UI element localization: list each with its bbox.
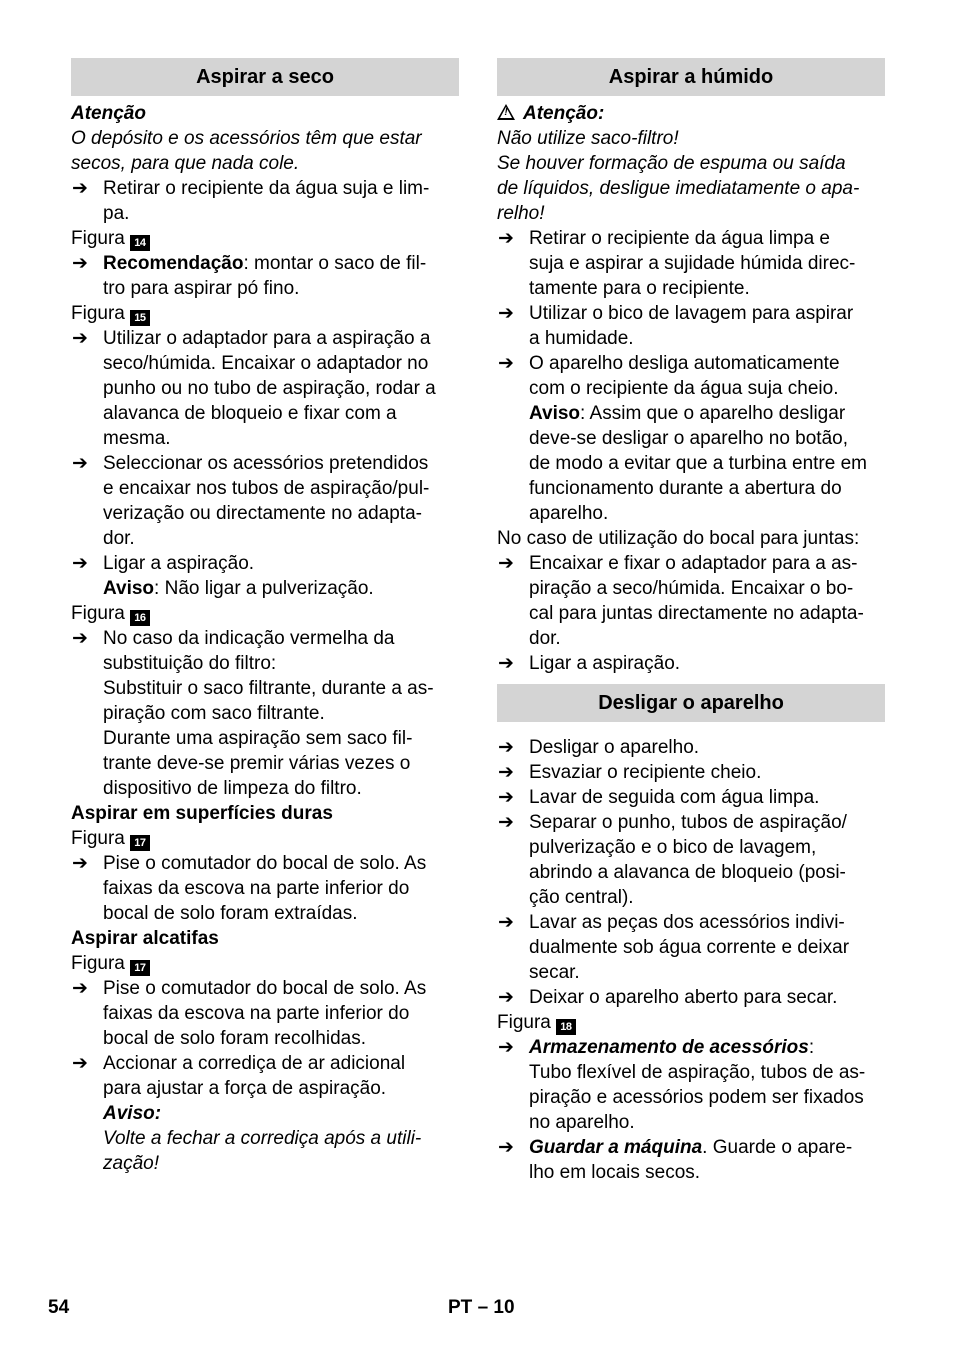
arrow-right-icon: ➔ bbox=[72, 978, 88, 999]
step-item: ➔ Utilizar o bico de lavagem para aspirar bbox=[498, 303, 854, 324]
step-item-cont: pulverização e o bico de lavagem, bbox=[529, 837, 817, 858]
arrow-right-icon: ➔ bbox=[498, 762, 514, 783]
step-item-cont: substituição do filtro: bbox=[103, 653, 277, 674]
step-item-cont: para ajustar a força de aspiração. bbox=[103, 1078, 387, 1099]
figure-ref: Figura 16 bbox=[71, 601, 459, 626]
arrow-right-icon: ➔ bbox=[72, 328, 88, 349]
step-item-cont: ção central). bbox=[529, 887, 634, 908]
step-item-cont: de modo a evitar que a turbina entre em bbox=[529, 453, 867, 474]
step-item-cont: no aparelho. bbox=[529, 1112, 635, 1133]
attention-text: O depósito e os acessórios têm que estar bbox=[71, 128, 422, 149]
arrow-right-icon: ➔ bbox=[498, 912, 514, 933]
section-header-dry-vacuum: Aspirar a seco bbox=[71, 58, 459, 96]
attention-title: !Atenção: bbox=[497, 101, 885, 126]
arrow-right-icon: ➔ bbox=[72, 853, 88, 874]
right-column bbox=[497, 58, 885, 1185]
note-title: Aviso: bbox=[103, 1103, 162, 1124]
arrow-right-icon: ➔ bbox=[72, 1053, 88, 1074]
step-item-cont: verização ou directamente no adapta- bbox=[103, 503, 422, 524]
step-item: ➔ Ligar a aspiração. bbox=[498, 653, 681, 674]
figure-ref: Figura 17 bbox=[71, 951, 459, 976]
step-item: ➔ Retirar o recipiente da água suja e lim- bbox=[72, 178, 430, 199]
step-item: ➔ No caso da indicação vermelha da bbox=[72, 628, 395, 649]
step-item: ➔ Deixar o aparelho aberto para secar. bbox=[498, 987, 838, 1008]
step-item-cont: seco/húmida. Encaixar o adaptador no bbox=[103, 353, 429, 374]
section-header-switch-off: Desligar o aparelho bbox=[497, 684, 885, 722]
step-item-cont: deve-se desligar o aparelho no botão, bbox=[529, 428, 849, 449]
step-item-cont: lho em locais secos. bbox=[529, 1162, 701, 1183]
attention-text: secos, para que nada cole. bbox=[71, 153, 300, 174]
step-item-cont: dualmente sob água corrente e deixar bbox=[529, 937, 850, 958]
step-item: ➔ Guardar a máquina. Guarde o apare- bbox=[498, 1137, 853, 1158]
step-item: ➔ Retirar o recipiente da água limpa e bbox=[498, 228, 831, 249]
arrow-right-icon: ➔ bbox=[498, 353, 514, 374]
note-line: Aviso: Não ligar a pulverização. bbox=[103, 578, 374, 599]
step-item: ➔ Encaixar e fixar o adaptador para a as- bbox=[498, 553, 858, 574]
footer-language-section: PT – 10 bbox=[448, 1297, 515, 1318]
arrow-right-icon: ➔ bbox=[498, 303, 514, 324]
attention-text: Se houver formação de espuma ou saída bbox=[497, 153, 846, 174]
step-item-cont: abrindo a alavanca de bloqueio (posi- bbox=[529, 862, 846, 883]
arrow-right-icon: ➔ bbox=[498, 653, 514, 674]
arrow-right-icon: ➔ bbox=[498, 787, 514, 808]
arrow-right-icon: ➔ bbox=[72, 553, 88, 574]
step-item-cont: bocal de solo foram extraídas. bbox=[103, 903, 358, 924]
step-item: ➔ Esvaziar o recipiente cheio. bbox=[498, 762, 762, 783]
arrow-right-icon: ➔ bbox=[72, 253, 88, 274]
step-item-cont: Substituir o saco filtrante, durante a as- bbox=[103, 678, 434, 699]
note-text: zação! bbox=[103, 1153, 159, 1174]
attention-text: relho! bbox=[497, 203, 545, 224]
warning-triangle-icon bbox=[497, 104, 515, 120]
step-item: ➔ Lavar de seguida com água limpa. bbox=[498, 787, 820, 808]
section-header-wet-vacuum: Aspirar a húmido bbox=[497, 58, 885, 96]
arrow-right-icon: ➔ bbox=[498, 737, 514, 758]
arrow-right-icon: ➔ bbox=[498, 553, 514, 574]
step-item: ➔ Recomendação: montar o saco de fil- bbox=[72, 253, 427, 274]
step-item-cont: e encaixar nos tubos de aspiração/pul- bbox=[103, 478, 430, 499]
step-item-cont: Durante uma aspiração sem saco fil- bbox=[103, 728, 413, 749]
step-item-cont: piração a seco/húmida. Encaixar o bo- bbox=[529, 578, 854, 599]
figure-number-badge: 15 bbox=[130, 310, 150, 326]
step-item-cont: bocal de solo foram recolhidas. bbox=[103, 1028, 366, 1049]
note-line: Aviso: Assim que o aparelho desligar bbox=[529, 403, 846, 424]
figure-ref: Figura 15 bbox=[71, 301, 459, 326]
arrow-right-icon: ➔ bbox=[498, 987, 514, 1008]
step-item-cont: aparelho. bbox=[529, 503, 609, 524]
joint-nozzle-intro: No caso de utilização do bocal para juntas: bbox=[497, 528, 860, 549]
step-item: ➔ Accionar a corrediça de ar adicional bbox=[72, 1053, 406, 1074]
arrow-right-icon: ➔ bbox=[498, 812, 514, 833]
attention-title: Atenção bbox=[71, 103, 146, 124]
step-item-cont: alavanca de bloqueio e fixar com a bbox=[103, 403, 397, 424]
figure-number-badge: 18 bbox=[556, 1019, 576, 1035]
page-number: 54 bbox=[48, 1297, 70, 1318]
arrow-right-icon: ➔ bbox=[498, 1137, 514, 1158]
figure-number-badge: 16 bbox=[130, 610, 150, 626]
step-item-cont: mesma. bbox=[103, 428, 171, 449]
step-item-cont: tro para aspirar pó fino. bbox=[103, 278, 300, 299]
step-item-cont: punho ou no tubo de aspiração, rodar a bbox=[103, 378, 436, 399]
figure-number-badge: 17 bbox=[130, 960, 150, 976]
step-item: ➔ Separar o punho, tubos de aspiração/ bbox=[498, 812, 847, 833]
step-item: ➔ Pise o comutador do bocal de solo. As bbox=[72, 978, 427, 999]
figure-ref: Figura 18 bbox=[497, 1010, 885, 1035]
step-item-cont: dor. bbox=[103, 528, 135, 549]
step-item: ➔ Seleccionar os acessórios pretendidos bbox=[72, 453, 429, 474]
arrow-right-icon: ➔ bbox=[498, 1037, 514, 1058]
step-item-cont: faixas da escova na parte inferior do bbox=[103, 878, 410, 899]
step-item-cont: tamente para o recipiente. bbox=[529, 278, 750, 299]
step-item-cont: cal para juntas directamente no adapta- bbox=[529, 603, 864, 624]
step-item: ➔ Ligar a aspiração. bbox=[72, 553, 255, 574]
step-item-cont: Tubo flexível de aspiração, tubos de as- bbox=[529, 1062, 866, 1083]
arrow-right-icon: ➔ bbox=[72, 628, 88, 649]
step-item-cont: dispositivo de limpeza do filtro. bbox=[103, 778, 362, 799]
figure-ref: Figura 17 bbox=[71, 826, 459, 851]
step-item: ➔ O aparelho desliga automaticamente bbox=[498, 353, 840, 374]
step-item-cont: faixas da escova na parte inferior do bbox=[103, 1003, 410, 1024]
step-item-cont: piração com saco filtrante. bbox=[103, 703, 325, 724]
subheading-hard-floors: Aspirar em superfícies duras bbox=[71, 803, 333, 824]
step-item: ➔ Utilizar o adaptador para a aspiração a bbox=[72, 328, 431, 349]
arrow-right-icon: ➔ bbox=[72, 178, 88, 199]
step-item-cont: com o recipiente da água suja cheio. bbox=[529, 378, 839, 399]
arrow-right-icon: ➔ bbox=[72, 453, 88, 474]
left-column bbox=[71, 58, 459, 1176]
arrow-right-icon: ➔ bbox=[498, 228, 514, 249]
step-item: ➔ Armazenamento de acessórios: bbox=[498, 1037, 815, 1058]
figure-number-badge: 17 bbox=[130, 835, 150, 851]
step-item-cont: pa. bbox=[103, 203, 130, 224]
step-item-cont: piração e acessórios podem ser fixados bbox=[529, 1087, 864, 1108]
step-item: ➔ Pise o comutador do bocal de solo. As bbox=[72, 853, 427, 874]
step-item-cont: trante deve-se premir várias vezes o bbox=[103, 753, 411, 774]
attention-text: Não utilize saco-filtro! bbox=[497, 128, 679, 149]
step-item: ➔ Desligar o aparelho. bbox=[498, 737, 700, 758]
figure-number-badge: 14 bbox=[130, 235, 150, 251]
step-item-cont: suja e aspirar a sujidade húmida direc- bbox=[529, 253, 856, 274]
step-item-cont: dor. bbox=[529, 628, 561, 649]
subheading-carpets: Aspirar alcatifas bbox=[71, 928, 219, 949]
step-item-cont: funcionamento durante a abertura do bbox=[529, 478, 842, 499]
step-item: ➔ Lavar as peças dos acessórios indivi- bbox=[498, 912, 845, 933]
figure-ref: Figura 14 bbox=[71, 226, 459, 251]
step-item-cont: a humidade. bbox=[529, 328, 634, 349]
attention-text: de líquidos, desligue imediatamente o apa- bbox=[497, 178, 860, 199]
step-item-cont: secar. bbox=[529, 962, 580, 983]
note-text: Volte a fechar a corrediça após a utili- bbox=[103, 1128, 422, 1149]
